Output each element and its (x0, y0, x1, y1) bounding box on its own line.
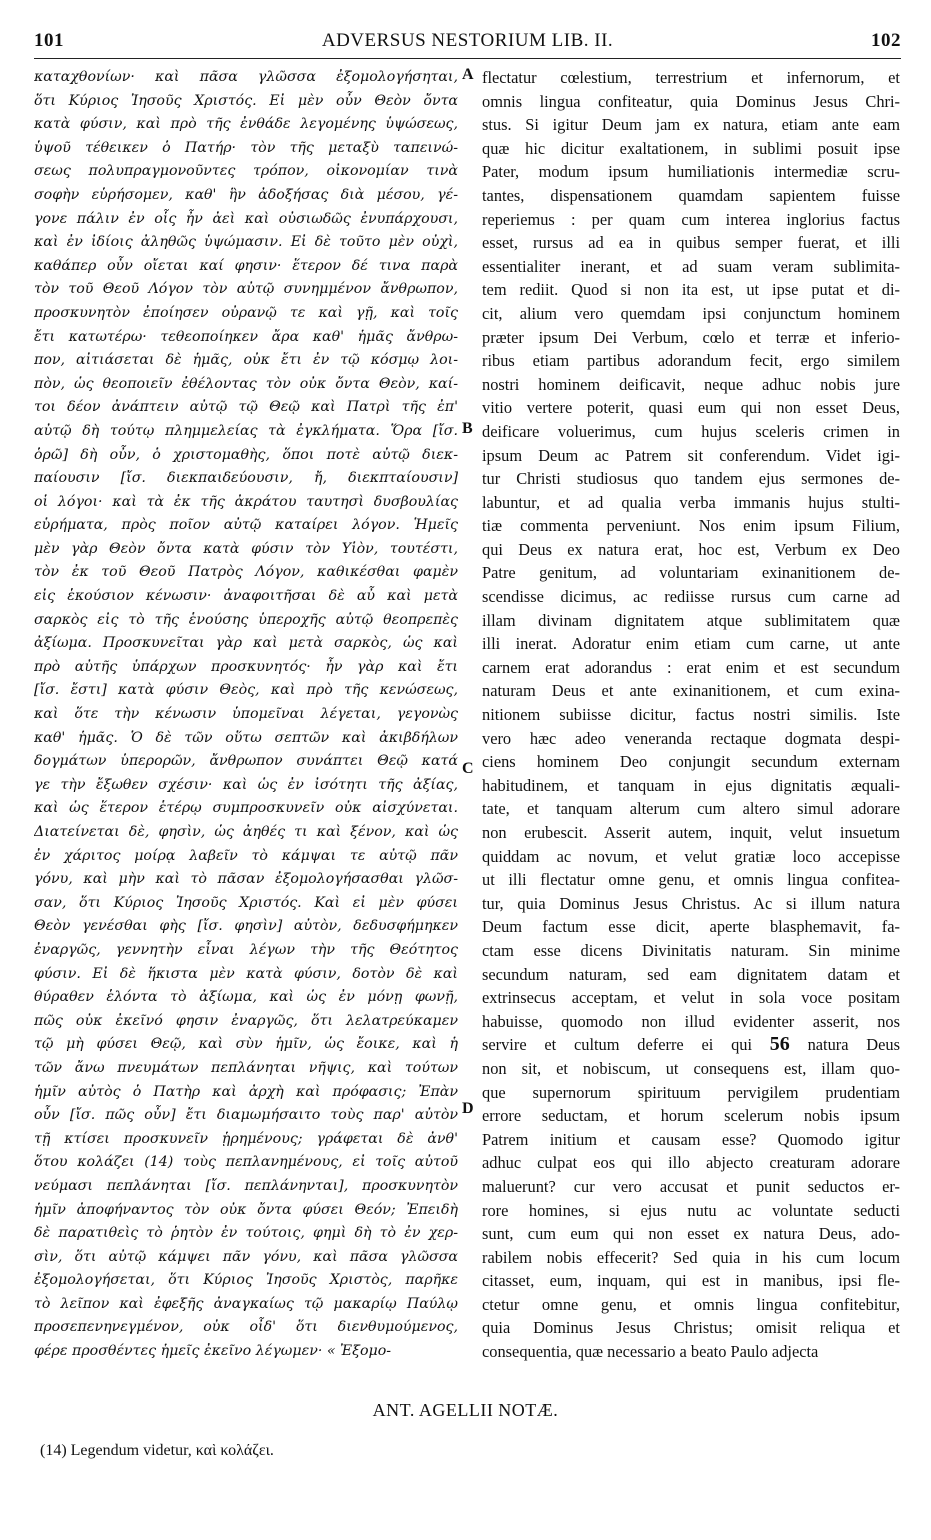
right-page-number: 102 (871, 30, 901, 51)
latin-line: citasset, eum, inquam, qui est in manibus, ipsi fle- (482, 1271, 900, 1291)
latin-line: non sit, et nobiscum, ut consequens est, illam quo- (482, 1058, 900, 1078)
latin-line: vero hæc adeo veneranda rectaque dogmata despi- (482, 728, 900, 748)
latin-line: Deum factum esse dicit, aperte blasphemavit, fa- (482, 917, 900, 937)
latin-line: deificare voluerimus, cum hujus sceleris crimen in (482, 421, 900, 441)
latin-line: Pater, modum ipsum humiliationis intermediæ scru- (482, 162, 900, 182)
greek-line: γόνυ, καὶ μὴν καὶ τὸ πᾶσαν ἐξομολογήσασθαι γλῶσ- (34, 871, 458, 888)
latin-line: secundum naturam, sed eam dignitatem datam et (482, 964, 900, 984)
latin-line: reperiemus : per quam cum interea inglorius factus (482, 209, 900, 229)
notes-title: ANT. AGELLII NOTÆ. (372, 1400, 559, 1420)
section-marker-d: D (462, 1100, 474, 1117)
latin-line: Patre genitum, ad voluntariam exinanitionem de- (482, 563, 900, 583)
latin-line: Patrem initium et causam esse? Quomodo igitur (482, 1129, 900, 1149)
greek-line: γονε πάλιν ἐν οἷς ἦν ἀεὶ καὶ οὐσιωδῶς ἐνυπάρχουσι, (34, 210, 458, 227)
latin-line: errore seductam, et horum scelerum nobis ipsum (482, 1106, 900, 1126)
greek-line: ἡμῖν αὐτὸς ὁ Πατὴρ καὶ ἀρχὴ καὶ πρόφασις; Ἐπὰν (34, 1083, 458, 1100)
greek-line: δὲ παρατιθεὶς τὸ ῥητὸν ἐν τούτοις, φημὶ δὴ τὸ ἐν χερ- (34, 1225, 458, 1242)
greek-line: καθ' ἡμᾶς. Ὁ δὲ τῶν οὕτω σεπτῶν καὶ ἀκιβδήλων (34, 729, 458, 746)
latin-line-text: natura Deus (789, 1035, 900, 1055)
greek-line: πρὸ αὐτῆς ὑπάρχων προσκυνητός· ἦν γὰρ καὶ ἔτι (34, 658, 458, 675)
greek-line: φέρε προσθέντες ἡμεῖς ἐκεῖνο λέγωμεν· « Ἐξομο- (34, 1343, 392, 1360)
greek-line: σαρκὸς εἰς τὸ τῆς ἑνούσης ὑπεροχῆς αὐτῷ θεοπρεπὲς (34, 611, 458, 628)
greek-line: ἐναργῶς, γεννητὴν εἶναι λέγων τὴν τῆς Θεότητος (34, 941, 458, 958)
greek-line: προσεπενηνεγμένον, οὐκ οἶδ' ὅτι διενθυμούμενος, (34, 1319, 458, 1336)
greek-line: ὅτου κολάζει (14) τοὺς πεπλανημένους, εἰ τοῖς αὐτοῦ (34, 1154, 458, 1171)
greek-line: πὸν, ὡς θεοποιεῖν ἐθέλοντας τὸν οὐκ ὄντα Θεὸν, καί- (34, 375, 458, 392)
greek-line: καθάπερ οὖν οἴεται καί φησιν· ἕτερον δέ τινα παρὰ (34, 257, 458, 274)
greek-line: καὶ ὅτε τὴν κένωσιν ὑπομεῖναι λέγεται, γεγονὼς (34, 706, 458, 723)
greek-line: τὸν τοῦ Θεοῦ Λόγον τὸν αὐτῷ συνημμένον ἄνθρωπον, (34, 281, 458, 298)
latin-line: essentialiter inerant, et ad suam veram sublimita- (482, 256, 900, 276)
greek-line: γε τὴν ἔξωθεν σχέσιν· καὶ ὡς ἐν ἰσότητι τῆς ἀξίας, (34, 776, 458, 793)
latin-line: habuisse, quomodo non illud evidenter asserit, nos (482, 1011, 900, 1031)
greek-line: ἡμῖν ἀποφήναντος τὸν οὐκ ὄντα φύσει Θεόν; Ἐπειδὴ (34, 1201, 458, 1218)
greek-line: Θεὸν γενέσθαι φὴς [ἴσ. φησὶν] αὐτὸν, δεδυσφήμηκεν (34, 918, 458, 935)
greek-column (34, 66, 458, 1364)
greek-line: νεύμασι πεπλάνηται [ἴσ. πεπλάνηνται], προσκυνητὸν (34, 1177, 458, 1194)
greek-line: μὲν γὰρ Θεὸν ὄντα κατὰ φύσιν τὸν Υἱὸν, τουτέστι, (34, 540, 458, 557)
latin-line: quæ hic dicitur exaltationem, in sublimi posuit ipse (482, 138, 900, 158)
greek-line: εὑρήματα, πρὸς ποῖον αὐτῷ καταίρει λόγον. Ἡμεῖς (34, 517, 458, 534)
greek-line: φύσιν. Εἰ δὲ ἥκιστα μὲν κατὰ φύσιν, δοτὸν δὲ καὶ (34, 965, 458, 982)
latin-line-text: servire et cultum deferre ei qui (482, 1035, 770, 1055)
latin-line: vitio vertere poterit, quasi eum qui non esset Deus, (482, 398, 900, 418)
greek-line: παίουσιν [ἴσ. διεκπαιδεύουσιν, ἤ, διεκπταίουσιν] (34, 470, 458, 487)
latin-line: præter ipsum Dei Verbum, cœlo et terræ et inferio- (482, 327, 900, 347)
greek-line: ἀξίωμα. Προσκυνεῖται γὰρ καὶ μετὰ σαρκὸς, ὡς καὶ (34, 635, 458, 652)
latin-line: tur Christi studiosus quo tandem ejus sermones de- (482, 469, 900, 489)
running-header (34, 30, 901, 60)
greek-line: ὅτι Κύριος Ἰησοῦς Χριστός. Εἰ μὲν οὖν Θεὸν ὄντα (34, 92, 458, 109)
latin-line (482, 1033, 900, 1057)
latin-line: labuntur, et ad qualia verba immanis hujus stulti- (482, 492, 900, 512)
latin-line: tate, et tanquam alterum cum altero simul adorare (482, 799, 900, 819)
latin-line: illam divinam dignitatem atque sublimitatem quæ (482, 610, 900, 630)
latin-line: ut illi flectatur omne genu, et omnis lingua confitea- (482, 870, 900, 890)
greek-line: Διατείνεται δὲ, φησὶν, ὡς ἀηθές τι καὶ ξένον, καὶ ὡς (34, 824, 458, 840)
latin-line: ciens hominem Deo conjungit secundum externam (482, 752, 900, 772)
latin-line: cit, alium vero quemdam ipsi conjunctum hominem (482, 303, 900, 323)
greek-line: καὶ ἐν ἰδίοις ἀληθῶς ὑψώμασιν. Εἰ δὲ τοῦτο μὲν οὐχὶ, (34, 234, 458, 251)
greek-line: τὸν ἐκ τοῦ Θεοῦ Πατρὸς Λόγον, καθικέσθαι φαμὲν (34, 564, 458, 581)
latin-line: habitudinem, et tanquam in ejus dignitatis æquali- (482, 775, 900, 795)
greek-line: αὐτῷ δὴ τούτῳ πλημμελείας τὰ ἐγκλήματα. Ὅρα [ἴσ. (34, 422, 458, 439)
section-marker-c: C (462, 760, 474, 777)
greek-line: ὁρῶ] δὴ οὖν, ὁ χριστομαθὴς, ὅποι ποτὲ αὐτῷ διεκ- (34, 446, 458, 463)
latin-line: qui Deus ex natura erat, hoc est, Verbum ex Deo (482, 539, 900, 559)
latin-line: quia Dominus Jesus Christus; omisit reliqua et (482, 1318, 900, 1338)
greek-line: τῇ κτίσει προσκυνεῖν ᾑρημένους; γράφεται δὲ ἀνθ' (34, 1130, 458, 1147)
greek-line: κατὰ φύσιν, καὶ πρὸ τῆς ἐνθάδε λεγομένης ὑψώσεως, (34, 116, 458, 133)
latin-line: ctetur omne genu, et omnis lingua confitebitur, (482, 1294, 900, 1314)
greek-line: καταχθονίων· καὶ πᾶσα γλῶσσα ἐξομολογήσηται, (34, 69, 458, 85)
latin-line: rabilem nobis effecerit? Sed quia in his cum locum (482, 1247, 900, 1267)
greek-line: τοι δέον ἀνάπτειν αὐτῷ τῷ Θεῷ καὶ Πατρὶ τῆς ἐπ' (34, 399, 458, 416)
latin-line: esset, rursus ad ea in quibus semper fuerat, et illi (482, 233, 900, 253)
greek-line: τῷ μὴ φύσει Θεῷ, καὶ σὺν ἡμῖν, ὡς ἔοικε, καὶ ἡ (34, 1036, 458, 1053)
greek-line: οἱ λόγοι· καὶ τὰ ἐκ τῆς ἀκράτου ταυτησὶ δυσβουλίας (34, 493, 458, 510)
greek-line: ἔτι κατωτέρω· τεθεοποίηκεν ἄρα καθ' ἡμᾶς ἄνθρω- (34, 328, 458, 345)
greek-line: σὶν, ὅτι αὐτῷ κάμψει πᾶν γόνυ, καὶ πᾶσα γλῶσσα (34, 1248, 458, 1265)
greek-line: ἐν χάριτος μοίρᾳ λαβεῖν τὸ κάμψαι τε αὐτῷ πᾶν (34, 847, 458, 864)
latin-line: sunt, cum eum qui non esset ex natura Deus, ado- (482, 1224, 900, 1244)
latin-line: tur, quia Dominus Jesus Christus. Ac si illum natura (482, 893, 900, 913)
latin-line: naturam Deus et ante exinanitionem, et cum exina- (482, 681, 900, 701)
running-title: ADVERSUS NESTORIUM LIB. II. (321, 30, 614, 51)
greek-line: εἰς ἑκούσιον κένωσιν· ἀναφοιτῆσαι δὲ αὖ καὶ μετὰ (34, 588, 458, 605)
greek-line: τὸ λεῖπον καὶ ἐφεξῆς ἀναγκαίως τῷ μακαρίῳ Παύλῳ (34, 1295, 458, 1312)
greek-line: ὑψοῦ τέθεικεν ὁ Πατήρ· τὸν τῆς μεταξὺ ταπεινώ- (34, 139, 458, 156)
column-number-marker: 56 (769, 1033, 790, 1056)
latin-line: ipsum Deum ac Patrem sit conferendum. Videt igi- (482, 445, 900, 465)
latin-line: stus. Si igitur Deum jam ex natura, etiam ante eam (482, 115, 900, 135)
section-marker-a: A (462, 66, 474, 83)
greek-line: σοφὴν εὑρήσομεν, καθ' ἣν ἀδοξήσας διὰ μέσου, γέ- (34, 186, 458, 203)
latin-line: que supernorum spirituum pervigilem prudentiam (482, 1082, 900, 1102)
latin-line: omnis lingua confiteatur, quia Dominus Jesus Chri- (482, 91, 900, 111)
latin-line: scendisse dicimus, ac rediisse rursus cum carne ad (482, 587, 900, 607)
latin-line: non erubescit. Asserit autem, inquit, velut insuetum (482, 823, 900, 842)
left-page-number: 101 (34, 30, 64, 51)
greek-line: σεως πολυπραγμονοῦντες τρόπον, οἰκονομίαν τινὰ (34, 163, 458, 180)
greek-line: τῶν ἄνω πνευμάτων πεπλάνηται νῆψις, καὶ τούτων (34, 1059, 458, 1076)
greek-line: καὶ ὡς ἕτερον ἑτέρῳ συμπροσκυνεῖν οὐκ αἰσχύνεται. (34, 800, 458, 817)
section-marker-b: B (462, 420, 473, 437)
latin-line: tantes, dispensationem quamdam sapientem fuisse (482, 185, 900, 205)
greek-line: πον, αἰτιάσεται δὲ ἡμᾶς, οὐκ ἔτι ἐν τῷ κόσμῳ λοι- (34, 352, 458, 369)
latin-line: ribus etiam partibus adorandum fecit, ergo similem (482, 351, 900, 371)
greek-line: [ἴσ. ἔστι] κατὰ φύσιν Θεὸς, καὶ πρὸ τῆς κενώσεως, (34, 682, 458, 699)
latin-column (482, 66, 900, 1364)
greek-line: δογμάτων ὑπερορῶν, ἄνθρωπον συνάπτει Θεῷ κατά (34, 753, 458, 770)
latin-line: flectatur cœlestium, terrestrium et infernorum, et (482, 68, 900, 87)
latin-line: ctam esse dicens Divinitatis naturam. Sin minime (482, 940, 900, 960)
greek-line: θύραθεν ἑλόντα τὸ ἀξίωμα, καὶ ὡς ἐν μόνῃ φωνῇ, (34, 989, 458, 1006)
latin-line: quiddam ac novum, et velut gratiæ loco accepisse (482, 846, 900, 866)
latin-line: consequentia, quæ necessario a beato Paulo adjecta (482, 1342, 819, 1362)
latin-line: maluerunt? cur vero accusat et punit seductos er- (482, 1176, 900, 1196)
latin-line: rore homines, si ejus nutu ac voluntate seducti (482, 1200, 900, 1220)
latin-line: adhuc culpat eos qui illo abjecto creaturam adorare (482, 1153, 900, 1173)
latin-line: tem rediit. Quod si non ita est, ut ipse putat et di- (482, 280, 900, 300)
greek-line: σαν, ὅτι Κύριος Ἰησοῦς Χριστός. Καὶ εἰ μὲν φύσει (34, 894, 458, 911)
header-rule (34, 58, 901, 59)
latin-line: illi inerat. Adoratur enim etiam cum carne, ut ante (482, 634, 900, 654)
latin-line: tiæ commenta perveniunt. Nos enim ipsum Filium, (482, 516, 900, 536)
latin-line: carnem erat adorandus : erat enim et est secundum (482, 657, 900, 677)
footnote-14: (14) Legendum videtur, καὶ κολάζει. (40, 1442, 274, 1459)
latin-line: nitionem subiisse dicitur, factus nostri similis. Iste (482, 705, 900, 725)
greek-line: οὖν [ἴσ. πῶς οὖν] ἔτι διαμωμήσαιτο τοὺς παρ' αὐτὸν (34, 1107, 458, 1124)
latin-line: nostri hominem deificavit, neque adhuc nobis jure (482, 374, 900, 394)
greek-line: προσκυνητὸν ἐποίησεν οὐρανῷ τε καὶ γῇ, καὶ τοῖς (34, 304, 458, 321)
latin-line: extrinsecus acceptam, et velut in sola voce positam (482, 988, 900, 1008)
greek-line: πῶς οὐκ ἐκεῖνό φησιν ἐναργῶς, ὅτι λελατρεύκαμεν (34, 1012, 458, 1029)
greek-line: ἐξομολογήσεται, ὅτι Κύριος Ἰησοῦς Χριστὸς, παρῆκε (34, 1272, 458, 1289)
